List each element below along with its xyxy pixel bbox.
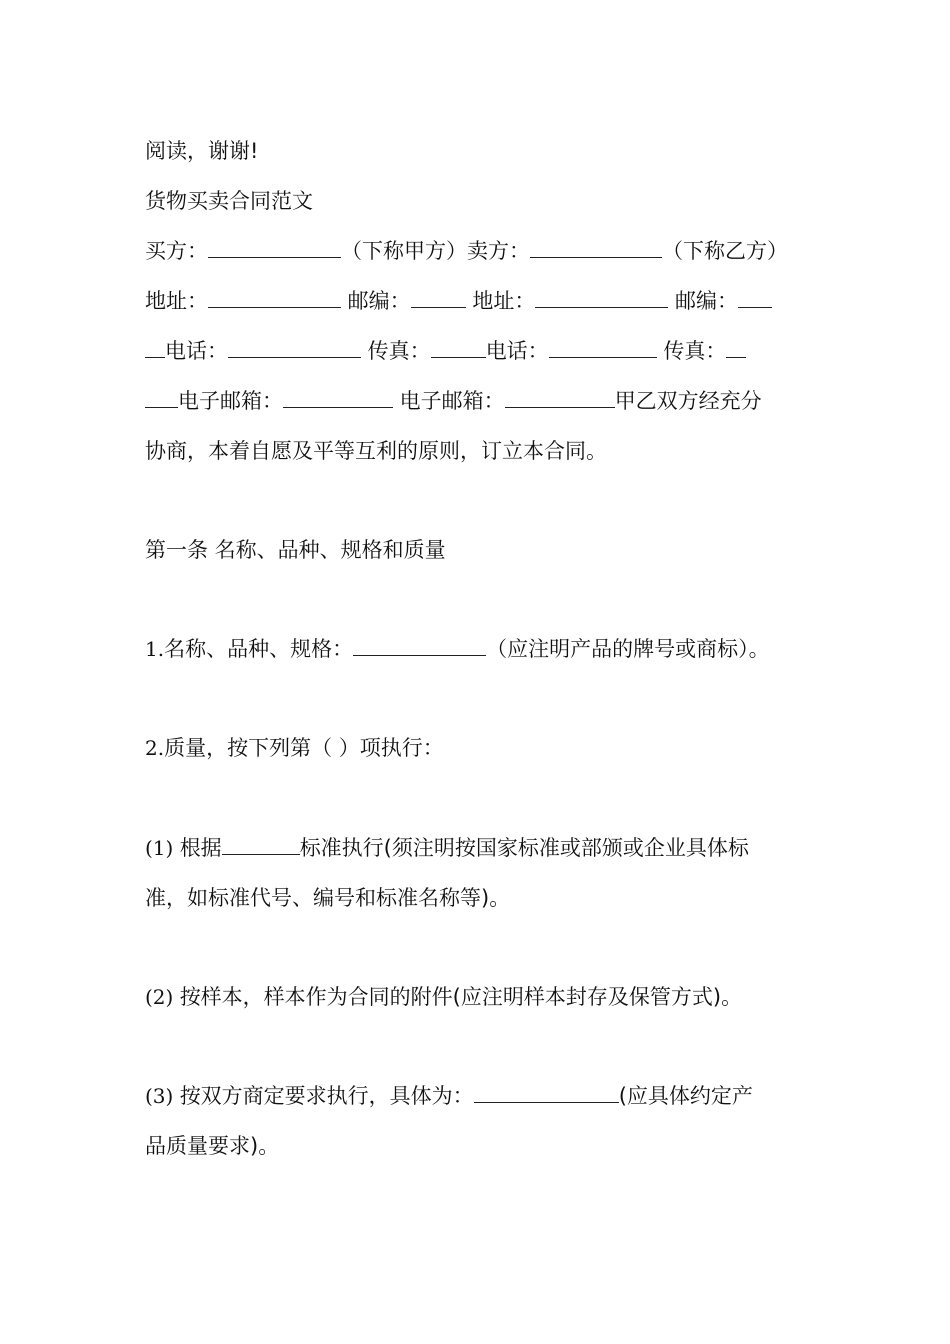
item-one-number: 1. <box>145 637 165 661</box>
contract-title-text: 货物买卖合同范文 <box>145 189 313 213</box>
fax-blank-b <box>726 337 746 358</box>
postcode-label-b: 邮编： <box>668 289 739 313</box>
option-three-cont-text: 品质量要求)。 <box>145 1134 280 1158</box>
option-one-label: 根据 <box>179 836 222 860</box>
item-two-line <box>145 733 815 763</box>
intro-thanks-line <box>145 136 815 166</box>
buyer-blank <box>208 237 341 258</box>
postcode-label-a: 邮编： <box>341 289 411 313</box>
option-one-line <box>145 833 815 863</box>
address-label-a: 地址： <box>145 289 208 313</box>
item-one-blank <box>353 635 486 656</box>
option-three-line <box>145 1081 815 1111</box>
item-one-line <box>145 634 815 664</box>
item-two-number: 2. <box>145 736 165 760</box>
agreement-end-text: 协商，本着自愿及平等互利的原则，订立本合同。 <box>145 439 607 463</box>
option-one-cont-text: 准，如标准代号、编号和标准名称等)。 <box>145 886 511 910</box>
option-one-cont-line <box>145 883 815 913</box>
option-three-number: (3) <box>145 1084 180 1108</box>
fax-label-b: 传真： <box>656 339 727 363</box>
agreement-start-text: 甲乙双方经充分 <box>614 389 762 413</box>
article-one-heading-text: 第一条 名称、品种、规格和质量 <box>145 538 446 562</box>
email-blank-a <box>283 387 393 408</box>
phone-label-b: 电话： <box>485 339 549 363</box>
email-line <box>145 386 815 416</box>
option-three-blank <box>474 1082 619 1103</box>
fax-blank-a <box>431 337 486 358</box>
option-two-line <box>145 982 815 1012</box>
item-two-text: 质量，按下列第（ ）项执行： <box>164 736 444 760</box>
article-one-heading <box>145 535 815 565</box>
buyer-seller-line <box>145 236 815 266</box>
email-blank-b <box>505 387 615 408</box>
seller-alias: （下称乙方） <box>662 239 788 263</box>
phone-blank-b <box>549 337 657 358</box>
buyer-alias-and-seller-label: （下称甲方）卖方： <box>341 239 530 263</box>
option-one-number: (1) <box>145 836 180 860</box>
phone-fax-line <box>145 336 815 366</box>
option-two-number: (2) <box>145 985 180 1009</box>
address-line <box>145 286 815 316</box>
option-one-blank <box>222 834 300 855</box>
postcode-blank-b-cont <box>145 337 165 358</box>
option-three-label: 按双方商定要求执行，具体为： <box>179 1084 474 1108</box>
item-one-note: （应注明产品的牌号或商标）。 <box>486 637 770 661</box>
intro-thanks-text: 阅读，谢谢! <box>145 139 259 163</box>
option-one-text: 标准执行(须注明按国家标准或部颁或企业具体标 <box>299 836 749 860</box>
address-blank-b <box>535 287 668 308</box>
postcode-blank-a <box>411 287 466 308</box>
seller-blank <box>530 237 662 258</box>
phone-blank-a <box>228 337 361 358</box>
option-three-note: (应具体约定产 <box>618 1084 753 1108</box>
address-blank-a <box>208 287 341 308</box>
buyer-label: 买方： <box>145 239 208 263</box>
phone-label-a: 电话： <box>165 339 228 363</box>
item-one-label: 名称、品种、规格： <box>164 637 354 661</box>
email-label-b: 电子邮箱： <box>393 389 505 413</box>
fax-label-a: 传真： <box>361 339 431 363</box>
contract-title <box>145 186 815 216</box>
fax-blank-b-cont <box>145 387 178 408</box>
address-label-b: 地址： <box>465 289 536 313</box>
agreement-line <box>145 436 815 466</box>
email-label-a: 电子邮箱： <box>178 389 283 413</box>
option-three-cont-line <box>145 1131 815 1161</box>
option-two-text: 按样本，样本作为合同的附件(应注明样本封存及保管方式)。 <box>179 985 743 1009</box>
postcode-blank-b <box>738 287 772 308</box>
